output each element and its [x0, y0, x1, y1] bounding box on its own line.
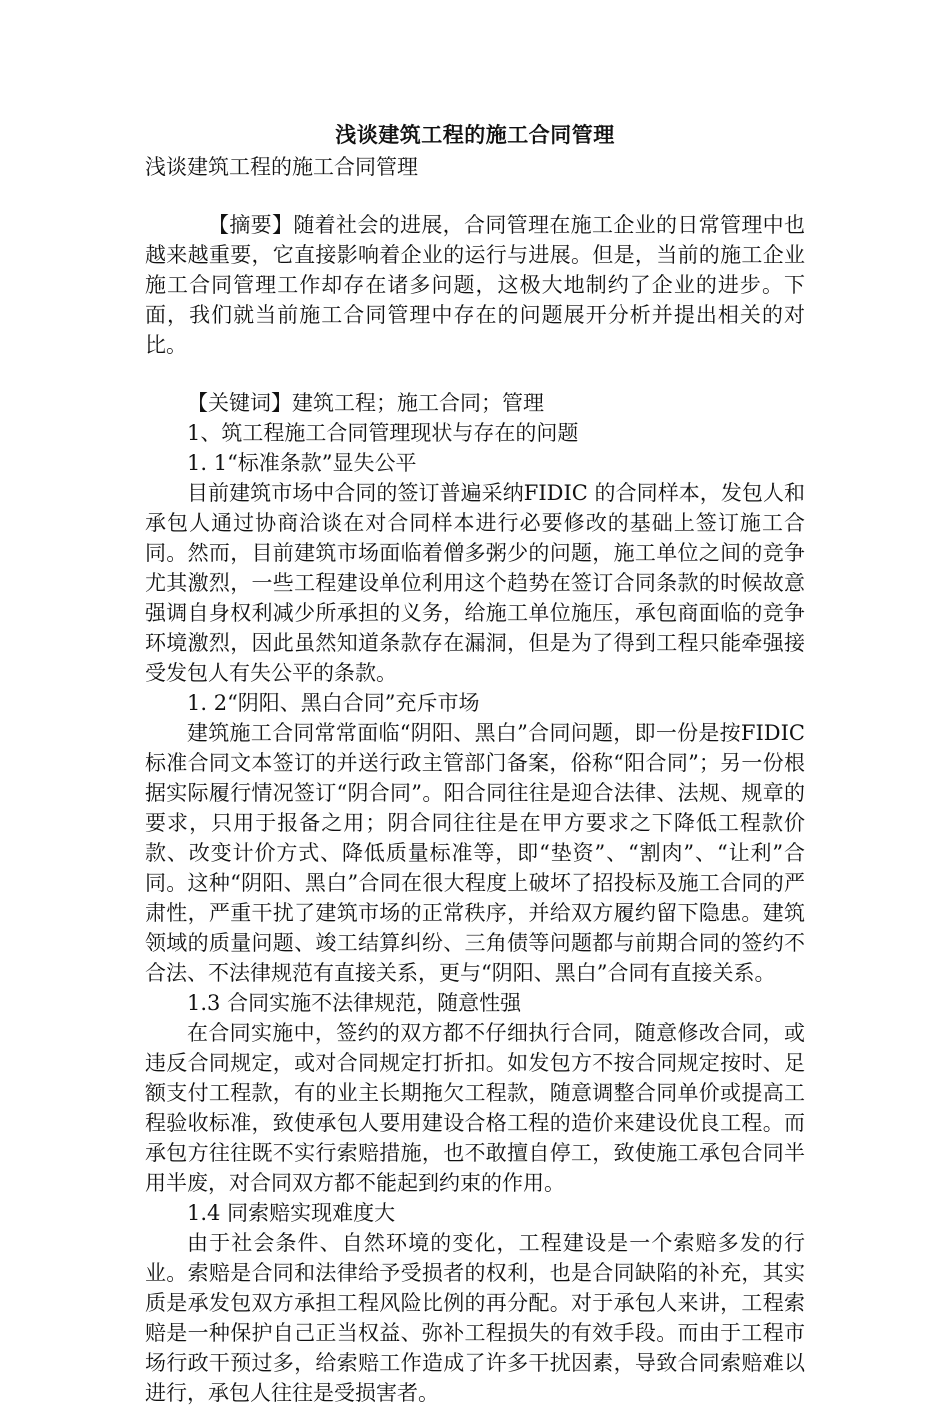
- section-1-3-body: 在合同实施中，签约的双方都不仔细执行合同，随意修改合同，或违反合同规定，或对合同规定打折扣。如发包方不按合同规定按时、足额支付工程款，有的业主长期拖欠工程款，随意调整合同单价或提高工程验收标准，致使承包人要用建设合格工程的造价来建设优良工程。而承包方往往既不实行索赔措施，也不敢擅自停工，致使施工承包合同半用半废，对合同双方都不能起到约束的作用。: [145, 1021, 805, 1195]
- section-1-4-heading: 1.4 同索赔实现难度大: [187, 1201, 396, 1225]
- document-page: [145, 118, 805, 1408]
- keywords-line: 【关键词】建筑工程；施工合同；管理: [187, 391, 544, 415]
- section-1-3-heading: 1.3 合同实施不法律规范，随意性强: [187, 991, 522, 1015]
- section-1-2-heading: 1. 2“阴阳、黑白合同”充斥市场: [187, 691, 480, 715]
- section-1-4-body: 由于社会条件、自然环境的变化，工程建设是一个索赔多发的行业。索赔是合同和法律给予受损者的权利，也是合同缺陷的补充，其实质是承发包双方承担工程风险比例的再分配。对于承包人来讲，工程索赔是一种保护自己正当权益、弥补工程损失的有效手段。而由于工程市场行政干预过多，给索赔工作造成了许多干扰因素，导致合同索赔难以进行，承包人往往是受损害者。: [145, 1231, 805, 1405]
- document-subtitle: 浅谈建筑工程的施工合同管理: [145, 155, 418, 179]
- document-title: 浅谈建筑工程的施工合同管理: [335, 122, 615, 147]
- section-1-2-body: 建筑施工合同常常面临“阴阳、黑白”合同问题，即一份是按FIDIC 标准合同文本签订的并送行政主管部门备案，俗称“阳合同”；另一份根据实际履行情况签订“阴合同”。阳合同往往是迎合法律、法规、规章的要求，只用于报备之用；阴合同往往是在甲方要求之下降低工程款价款、改变计价方式、降低质量标准等，即“垫资”、“割肉”、“让利”合同。这种“阴阳、黑白”合同在很大程度上破坏了招投标及施工合同的严肃性，严重干扰了建筑市场的正常秩序，并给双方履约留下隐患。建筑领域的质量问题、竣工结算纠纷、三角债等问题都与前期合同的签约不合法、不法律规范有直接关系，更与“阴阳、黑白”合同有直接关系。: [145, 721, 805, 985]
- section-1-1-body: 目前建筑市场中合同的签订普遍采纳FIDIC 的合同样本，发包人和承包人通过协商洽谈在对合同样本进行必要修改的基础上签订施工合同。然而，目前建筑市场面临着僧多粥少的问题，施工单位之间的竞争尤其激烈，一些工程建设单位利用这个趋势在签订合同条款的时候故意强调自身权利减少所承担的义务，给施工单位施压，承包商面临的竞争环境激烈，因此虽然知道条款存在漏洞，但是为了得到工程只能牵强接受发包人有失公平的条款。: [145, 481, 805, 685]
- section-1-1-heading: 1. 1“标准条款”显失公平: [187, 451, 417, 475]
- section-1-heading: 1、筑工程施工合同管理现状与存在的问题: [187, 421, 579, 445]
- abstract-paragraph: 【摘要】随着社会的进展，合同管理在施工企业的日常管理中也越来越重要，它直接影响着企业的运行与进展。但是，当前的施工企业施工合同管理工作却存在诸多问题，这极大地制约了企业的进步。下面，我们就当前施工合同管理中存在的问题展开分析并提出相关的对比。: [145, 213, 805, 357]
